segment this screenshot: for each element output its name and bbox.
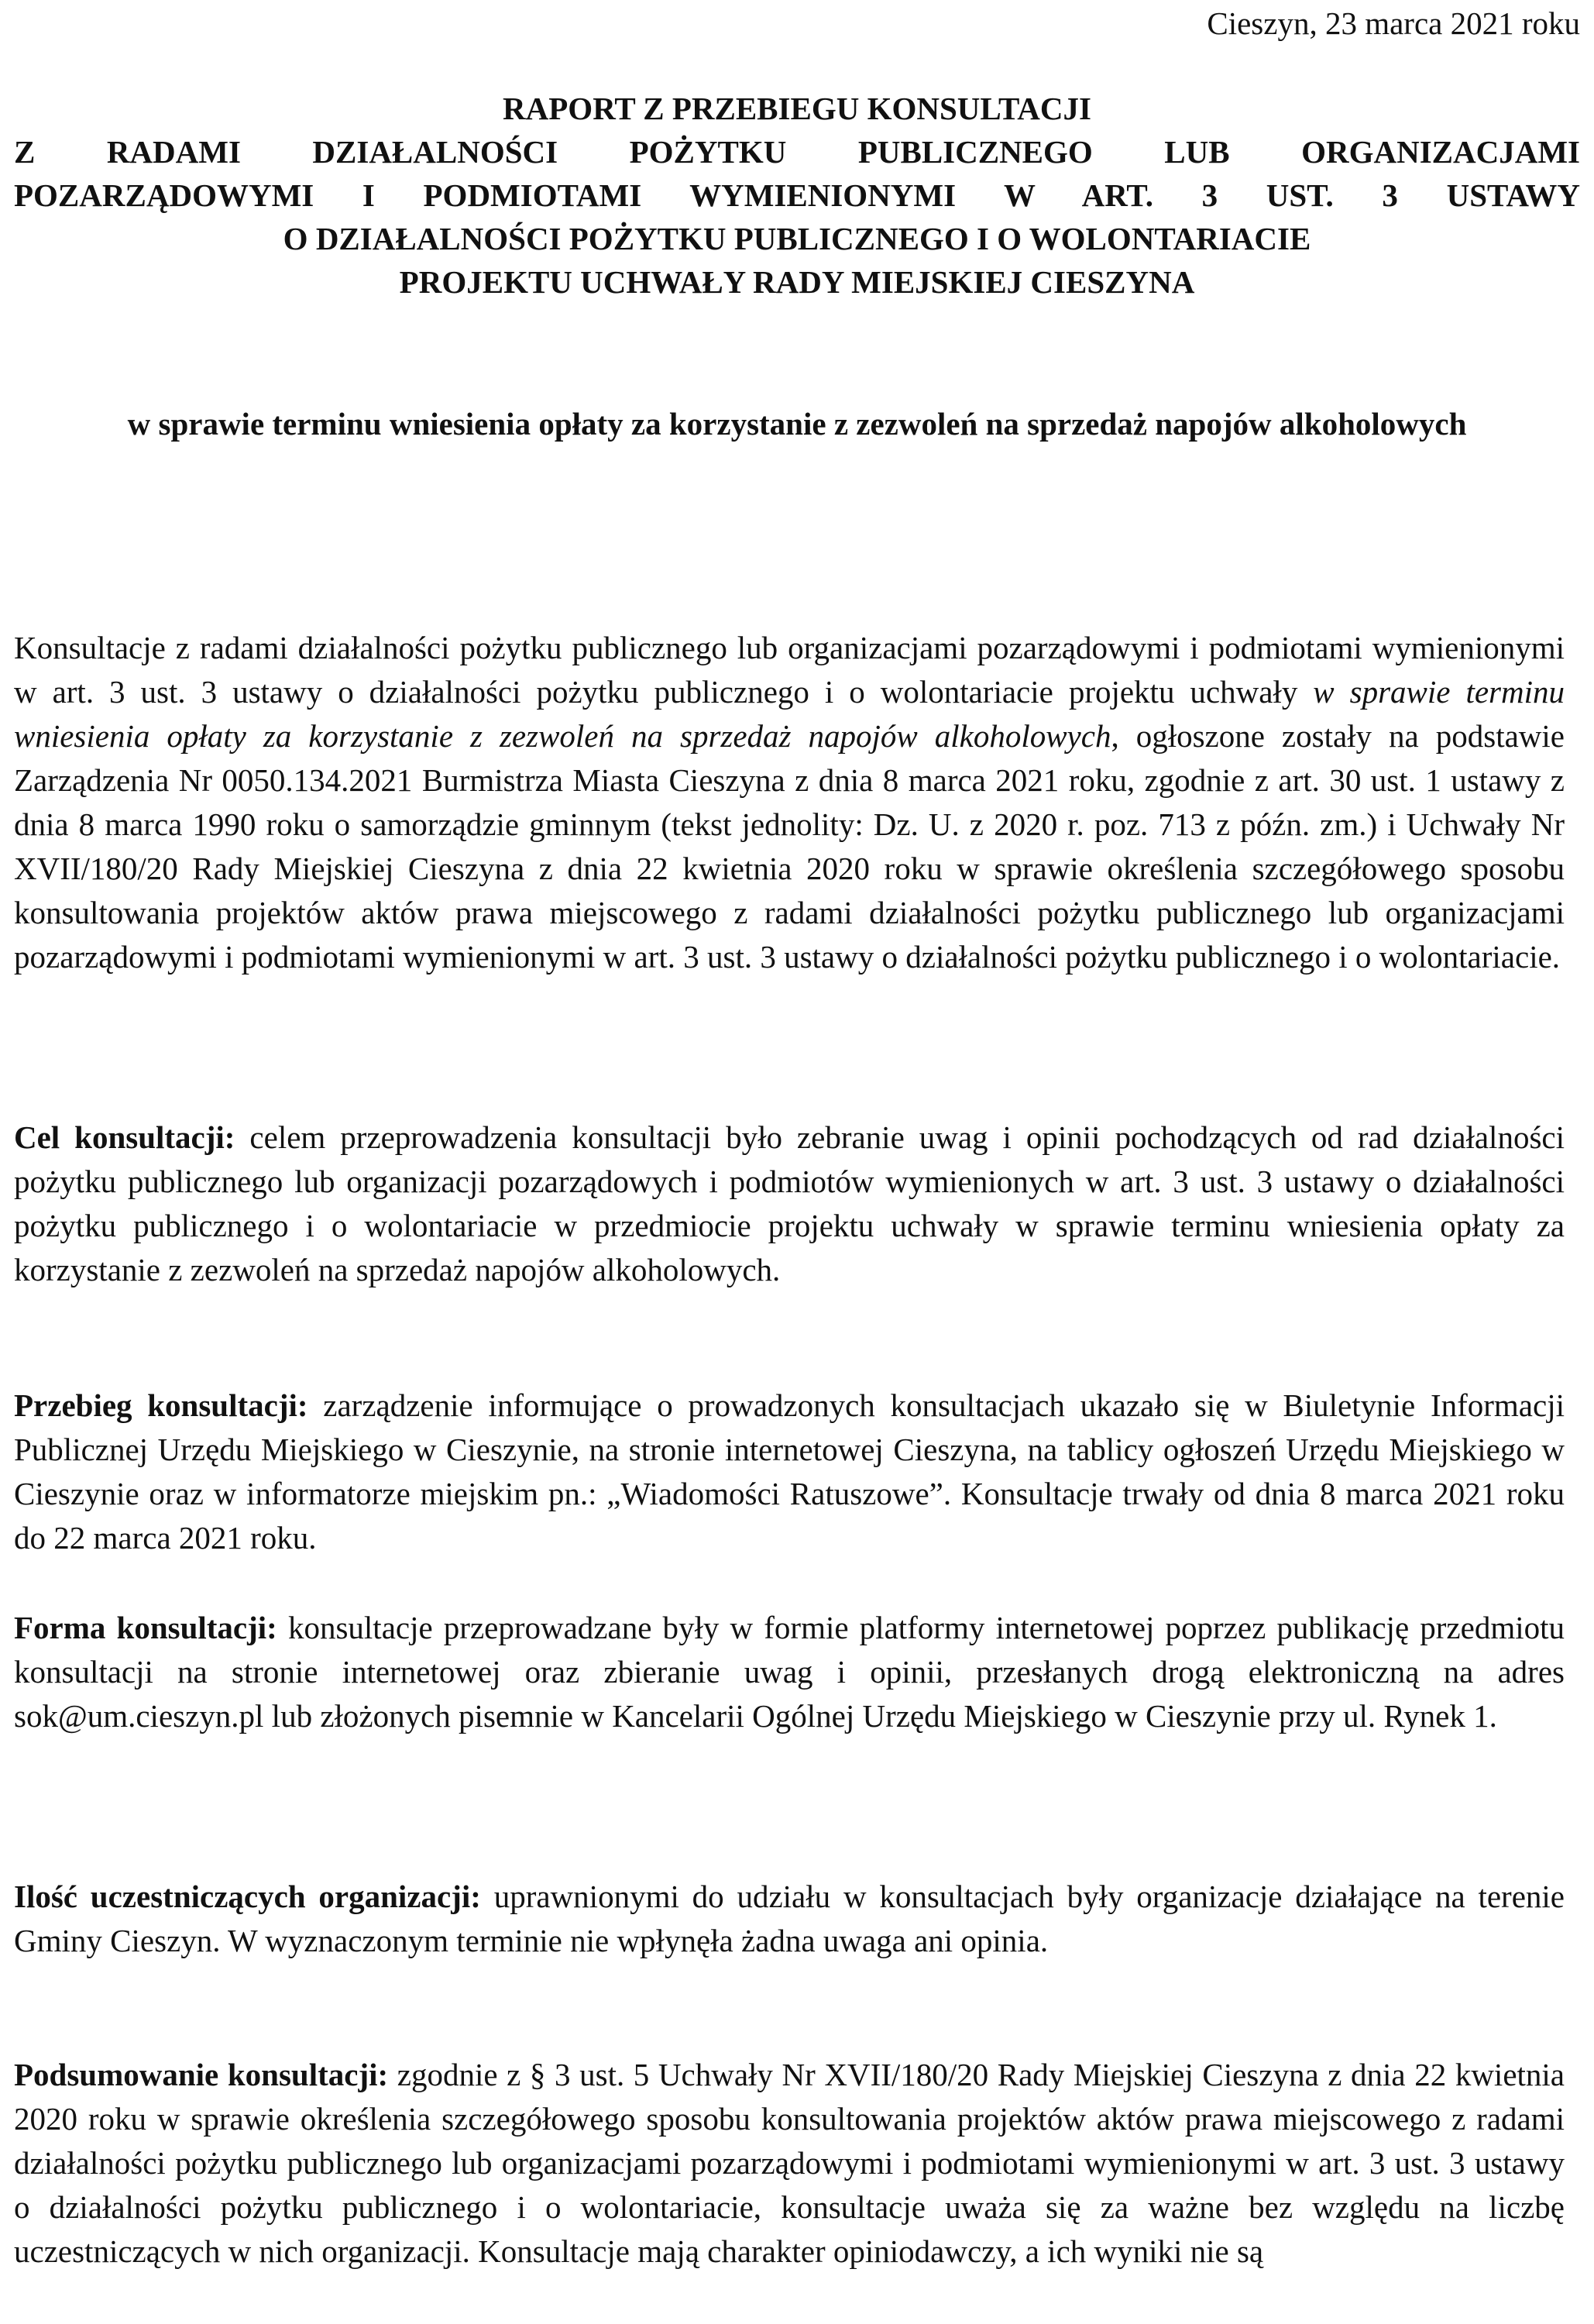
document-subtitle: w sprawie terminu wniesienia opłaty za korzystanie z zezwoleń na sprzedaż napojów alkoholowych <box>127 406 1467 442</box>
section-purpose <box>14 1116 1565 1292</box>
title-line-2: Z RADAMI DZIAŁALNOŚCI POŻYTKU PUBLICZNEGO LUB ORGANIZACJAMI <box>14 134 1580 170</box>
section-text: celem przeprowadzenia konsultacji było zebranie uwag i opinii pochodzących od rad działalności pożytku publicznego lub organizacji pozarządowych i podmiotów wymienionych w art. 3 ust. 3 ustawy o działalności pożytku publicznego i o wolontariacie w przedmiocie projektu uchwały w sprawie terminu wniesienia opłaty za korzystanie z zezwoleń na sprzedaż napojów alkoholowych. <box>14 1119 1565 1287</box>
section-participants <box>14 1875 1565 1963</box>
section-form <box>14 1606 1565 1738</box>
intro-paragraph <box>14 626 1565 979</box>
intro-italic-subject: w sprawie terminu wniesienia opłaty za korzystanie z zezwoleń na sprzedaż napojów alkoholowych <box>14 674 1565 754</box>
section-label: Forma konsultacji: <box>14 1610 277 1645</box>
title-line-5: PROJEKTU UCHWAŁY RADY MIEJSKIEJ CIESZYNA <box>399 264 1195 300</box>
intro-text-start: Konsultacje z radami działalności pożytku publicznego lub organizacjami pozarządowymi i podmiotami wymienionymi w art. 3 ust. 3 ustawy o działalności pożytku publicznego i o wolontariacie projektu uchwały <box>14 630 1565 710</box>
section-text: zarządzenie informujące o prowadzonych konsultacjach ukazało się w Biuletynie Informacji Publicznej Urzędu Miejskiego w Cieszynie, na stronie internetowej Cieszyna, na tablicy ogłoszeń Urzędu Miejskiego w Cieszynie oraz w informatorze miejskim pn.: „Wiadomości Ratuszowe”. Konsultacje trwały od dnia 8 marca 2021 roku do 22 marca 2021 roku. <box>14 1387 1565 1556</box>
document-date: Cieszyn, 23 marca 2021 roku <box>1207 5 1580 41</box>
title-line-4: O DZIAŁALNOŚCI POŻYTKU PUBLICZNEGO I O WOLONTARIACIE <box>283 221 1311 256</box>
section-label: Przebieg konsultacji: <box>14 1387 308 1423</box>
section-text: uprawnionymi do udziału w konsultacjach były organizacje działające na terenie Gminy Cieszyn. W wyznaczonym terminie nie wpłynęła żadna uwaga ani opinia. <box>14 1879 1565 1958</box>
section-text: zgodnie z § 3 ust. 5 Uchwały Nr XVII/180/20 Rady Miejskiej Cieszyna z dnia 22 kwietnia 2020 roku w sprawie określenia szczegółowego sposobu konsultowania projektów aktów prawa miejscowego z radami działalności pożytku publicznego lub organizacjami pozarządowymi i podmiotami wymienionymi w art. 3 ust. 3 ustawy o działalności pożytku publicznego i o wolontariacie, konsultacje uważa się za ważne bez względu na liczbę uczestniczących w nich organizacji. Konsultacje mają charakter opiniodawczy, a ich wyniki nie są <box>14 2057 1565 2269</box>
title-line-1: RAPORT Z PRZEBIEGU KONSULTACJI <box>503 91 1091 126</box>
section-course <box>14 1384 1565 1560</box>
intro-text-end: , ogłoszone zostały na podstawie Zarządzenia Nr 0050.134.2021 Burmistrza Miasta Cieszyna z dnia 8 marca 2021 roku, zgodnie z art. 30 ust. 1 ustawy z dnia 8 marca 1990 roku o samorządzie gminnym (tekst jednolity: Dz. U. z 2020 r. poz. 713 z późn. zm.) i Uchwały Nr XVII/180/20 Rady Miejskiej Cieszyna z dnia 22 kwietnia 2020 roku w sprawie określenia szczegółowego sposobu konsultowania projektów aktów prawa miejscowego z radami działalności pożytku publicznego lub organizacjami pozarządowymi i podmiotami wymienionymi w art. 3 ust. 3 ustawy o działalności pożytku publicznego i o wolontariacie. <box>14 718 1565 975</box>
section-label: Cel konsultacji: <box>14 1119 235 1155</box>
section-summary <box>14 2053 1565 2274</box>
document-title <box>0 87 1594 304</box>
section-label: Podsumowanie konsultacji: <box>14 2057 389 2092</box>
section-label: Ilość uczestniczących organizacji: <box>14 1879 481 1914</box>
title-line-3: POZARZĄDOWYMI I PODMIOTAMI WYMIENIONYMI W ART. 3 UST. 3 USTAWY <box>14 177 1580 213</box>
section-text: konsultacje przeprowadzane były w formie platformy internetowej poprzez publikację przedmiotu konsultacji na stronie internetowej oraz zbieranie uwag i opinii, przesłanych drogą elektroniczną na adres sok@um.cieszyn.pl lub złożonych pisemnie w Kancelarii Ogólnej Urzędu Miejskiego w Cieszynie przy ul. Rynek 1. <box>14 1610 1565 1734</box>
